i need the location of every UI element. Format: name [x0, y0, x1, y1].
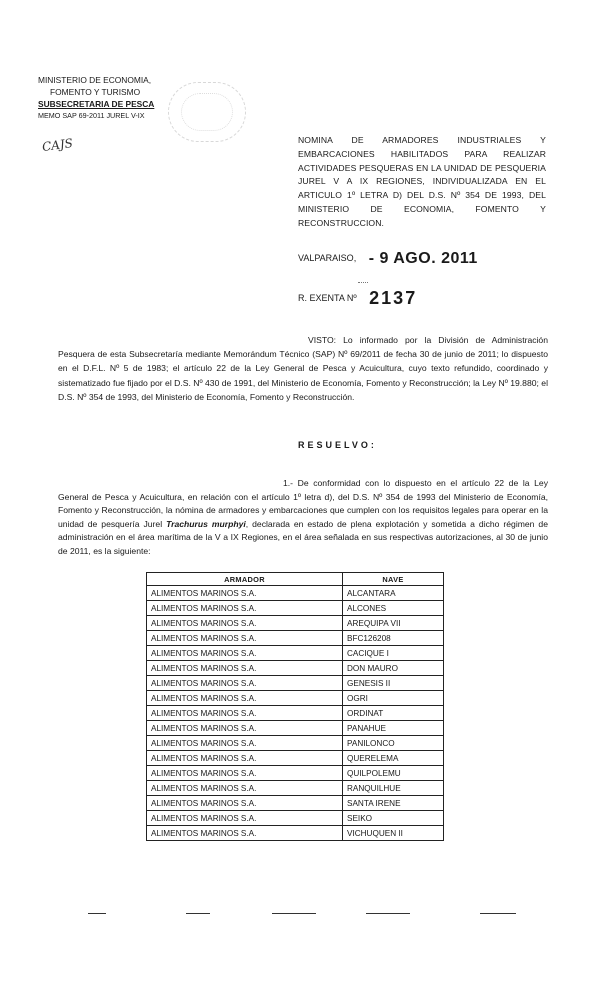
table-row	[147, 751, 444, 766]
cell-armador: ALIMENTOS MARINOS S.A.	[147, 601, 343, 616]
table-row	[147, 631, 444, 646]
visto-paragraph: VISTO: Lo informado por la División de Administración Pesquera de esta Subsecretaría mediante Memorándum Técnico (SAP) Nº 69/2011 de fecha 30 de junio de 2011; lo dispuesto en el D.F.L. Nº 5 de 1983; el artículo 22 de la Ley General de Pesca y Acuicultura, cuyo texto refundido, coordinado y sistematizado fue fijado por el D.S. Nº 430 de 1991, del Ministerio de Economía, Fomento y Reconstrucción; la Ley Nº 19.880; el D.S. Nº 354 de 1993, del Ministerio de Economía, Fomento y Reconstrucción.	[58, 335, 548, 402]
memo-reference: MEMO SAP 69-2011 JUREL V-IX	[38, 111, 145, 120]
paragraph-text-start: 1.- De conformidad con lo dispuesto en el artículo 22 de la Ley General de Pesca y Acuicultura, en relación con el artículo 1º letra d), del D.S. Nº 354 de 1993 del Ministerio de Economía, Fomento y Reconstrucción, la nómina de armadores y embarcaciones que cumplen con los requisitos legales para operar en la unidad de pesquería Jurel	[58, 478, 548, 529]
cell-armador: ALIMENTOS MARINOS S.A.	[147, 631, 343, 646]
cell-nave: GENESIS II	[343, 676, 444, 691]
cell-armador: ALIMENTOS MARINOS S.A.	[147, 646, 343, 661]
table-row	[147, 826, 444, 841]
date-value: - 9 AGO. 2011	[368, 250, 478, 267]
footer-rule	[272, 913, 316, 914]
resolution-paragraph-1	[58, 477, 548, 559]
ministry-name: MINISTERIO DE ECONOMIA,	[38, 75, 152, 85]
table-body	[147, 586, 444, 841]
place-label: VALPARAISO,	[298, 253, 357, 263]
cell-armador: ALIMENTOS MARINOS S.A.	[147, 766, 343, 781]
cell-armador: ALIMENTOS MARINOS S.A.	[147, 706, 343, 721]
cell-nave: RANQUILHUE	[343, 781, 444, 796]
cell-armador: ALIMENTOS MARINOS S.A.	[147, 661, 343, 676]
paragraph-text-end: , declarada en estado de plena explotación y sometida a dicho régimen de administración en el área marítima de la V a IX Regiones, en el área señalada en sus respectivas autorizaciones, al 30 de junio de 2011, es la siguiente:	[58, 518, 548, 556]
cell-armador: ALIMENTOS MARINOS S.A.	[147, 751, 343, 766]
cell-nave: SEIKO	[343, 811, 444, 826]
table-row	[147, 676, 444, 691]
cell-nave: PANAHUE	[343, 721, 444, 736]
table-row	[147, 586, 444, 601]
footer-rule	[186, 913, 210, 914]
table-row	[147, 646, 444, 661]
table-row	[147, 766, 444, 781]
table-row	[147, 661, 444, 676]
table-row	[147, 721, 444, 736]
cell-nave: ALCANTARA	[343, 586, 444, 601]
column-header-armador: ARMADOR	[147, 573, 343, 586]
resuelvo-heading: RESUELVO:	[298, 440, 377, 450]
resolution-number-line	[298, 288, 548, 309]
table-row	[147, 601, 444, 616]
table-header-row	[147, 573, 444, 586]
table-row	[147, 706, 444, 721]
cell-nave: ALCONES	[343, 601, 444, 616]
document-title: NOMINA DE ARMADORES INDUSTRIALES Y EMBARCACIONES HABILITADOS PARA REALIZAR ACTIVIDADES PESQUERAS EN LA UNIDAD DE PESQUERIA JUREL V A IX REGIONES, INDIVIDUALIZADA EN EL ARTICULO 1º LETRA D) DEL D.S. Nº 354 DE 1993, DEL MINISTERIO DE ECONOMIA, FOMENTO Y RECONSTRUCCION.	[298, 135, 546, 228]
cell-armador: ALIMENTOS MARINOS S.A.	[147, 811, 343, 826]
cell-nave: ORDINAT	[343, 706, 444, 721]
faded-seal-stamp	[168, 82, 246, 142]
cell-nave: AREQUIPA VII	[343, 616, 444, 631]
subsecretaria-name: SUBSECRETARIA DE PESCA	[38, 99, 155, 109]
cell-armador: ALIMENTOS MARINOS S.A.	[147, 736, 343, 751]
handwritten-initials: CAJS	[41, 135, 74, 155]
place-date	[298, 250, 548, 268]
footer-rule	[480, 913, 516, 914]
table-row	[147, 781, 444, 796]
cell-armador: ALIMENTOS MARINOS S.A.	[147, 781, 343, 796]
cell-nave: CACIQUE I	[343, 646, 444, 661]
cell-nave: VICHUQUEN II	[343, 826, 444, 841]
table-row	[147, 811, 444, 826]
armadores-table	[146, 572, 444, 841]
cell-armador: ALIMENTOS MARINOS S.A.	[147, 691, 343, 706]
resolution-label: R. EXENTA Nº	[298, 293, 357, 303]
cell-armador: ALIMENTOS MARINOS S.A.	[147, 586, 343, 601]
cell-nave: OGRI	[343, 691, 444, 706]
cell-nave: DON MAURO	[343, 661, 444, 676]
ministry-name-line2: FOMENTO Y TURISMO	[50, 87, 141, 97]
cell-nave: QUERELEMA	[343, 751, 444, 766]
cell-armador: ALIMENTOS MARINOS S.A.	[147, 721, 343, 736]
table-row	[147, 616, 444, 631]
cell-armador: ALIMENTOS MARINOS S.A.	[147, 676, 343, 691]
species-name: Trachurus murphyi	[166, 518, 246, 529]
footer-rule	[88, 913, 106, 914]
table-row	[147, 691, 444, 706]
cell-nave: QUILPOLEMU	[343, 766, 444, 781]
table-row	[147, 736, 444, 751]
cell-nave: BFC126208	[343, 631, 444, 646]
cell-armador: ALIMENTOS MARINOS S.A.	[147, 796, 343, 811]
resolution-number: 2137	[369, 288, 418, 308]
column-header-nave: NAVE	[343, 573, 444, 586]
cell-nave: PANILONCO	[343, 736, 444, 751]
letterhead	[38, 74, 178, 122]
cell-armador: ALIMENTOS MARINOS S.A.	[147, 826, 343, 841]
footer-rule	[366, 913, 410, 914]
cell-armador: ALIMENTOS MARINOS S.A.	[147, 616, 343, 631]
tick-mark	[358, 282, 368, 284]
cell-nave: SANTA IRENE	[343, 796, 444, 811]
table-row	[147, 796, 444, 811]
